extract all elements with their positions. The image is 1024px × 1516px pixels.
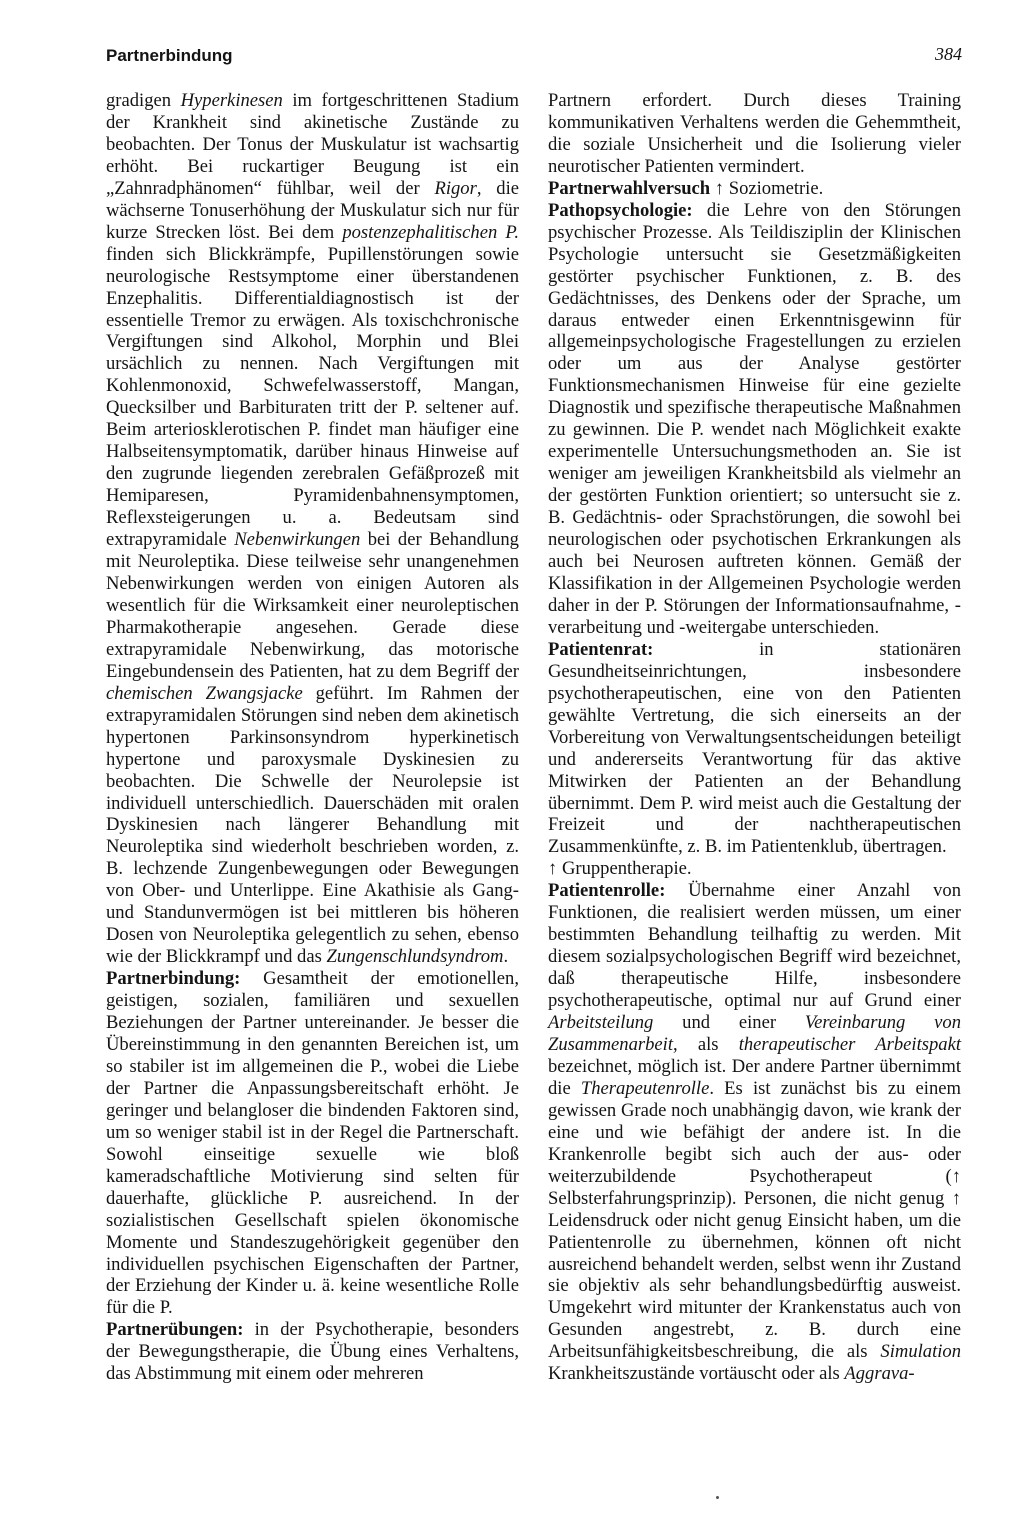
entry-text: gradigen: [106, 90, 181, 111]
entry-text: im fortgeschrittenen Stadium der Krankheit sind akinetische Zustände zu beobachten. Der Tonus der Muskulatur ist wachsartig erhöht. Bei ruckartiger Beugung ist ein „Zahnradphänomen“ fühlbar, weil der: [106, 90, 520, 199]
entry-text: ↑ Gruppentherapie.: [548, 858, 692, 880]
italic-text: Simulation: [880, 1341, 961, 1363]
italic-text: Arbeitsteilung: [548, 1012, 654, 1034]
entry-paragraph: [548, 178, 961, 200]
entry-text: die Lehre von den Störungen psychischer Prozesse. Als Teildisziplin der Klinischen Psychologie untersucht sie Gesetzmäßigkeiten gestörter psychischer Funktionen, z. B. des Gedächtnisses, des Denkens oder der Sprache, um daraus entweder einen Erkenntnisgewinn für allgemeinpsychologische Fragestellungen zu erzielen oder um aus der Analyse gestörter Funktionsmechanismen Hinweise für eine gezielte Diagnostik und spezifische therapeutische Maßnahmen zu gewinnen. Die P. wendet nach Möglichkeit exakte experimentelle Untersuchungsmethoden an. Sie ist weniger am jeweiligen Krankheitsbild als vielmehr an der gestörten Funktion orientiert; so untersucht sie z. B. Gedächtnis- oder Sprachstörungen, die sowohl bei neurologischen oder psychotischen Erkrankungen als auch bei Neurosen auftreten können. Gemäß der Klassifikation in der Allgemeinen Psychologie werden daher in der P. Störungen der Informationsaufnahme, -verarbeitung und -weitergabe unterschieden.: [548, 199, 961, 638]
print-speck: [716, 1496, 719, 1499]
italic-text: postenzephalitischen P.: [342, 221, 519, 243]
entry-text: bezeichnet, möglich ist. Der andere Partner übernimmt die: [548, 1055, 961, 1099]
italic-text: chemischen Zwangsjacke: [106, 682, 303, 704]
entry-text: finden sich Blickkrämpfe, Pupillenstörungen sowie neurologische Restsymptome einer überstandenen Enzephalitis. Differentialdiagnostisch ist der essentielle Tremor zu erwägen. Als toxischchronische Vergiftungen sind Alkohol, Morphin und Blei ursächlich zu nennen. Nach Vergiftungen mit Kohlenmonoxid, Schwefelwasserstoff, Mangan, Quecksilber und Barbituraten tritt der P. seltener auf. Beim arteriosklerotischen P. findet man häufiger eine Halbseitensymptomatik, darüber hinaus Hinweise auf den zugrunde liegenden zerebralen Gefäßprozeß mit Hemiparesen, Pyramidenbahnensymptomen, Reflexsteigerungen u. a. Bedeutsam sind extrapyramidale: [106, 243, 519, 551]
entry-text: Krankheitszustände vortäuscht oder als: [548, 1363, 845, 1385]
entry-text: geführt. Im Rahmen der extrapyramidalen Störungen sind neben dem akinetisch hypertonen Parkinsonsyndrom hyperkinetisch hypertone und paroxysmale Dyskinesien zu beobachten. Die Schwelle der Neurolepsie ist individuell unterschiedlich. Dauerschäden mit oralen Dyskinesien nach längerer Behandlung mit Neuroleptika sind wiederholt beschrieben worden, z. B. lechzende Zungenbewegungen oder Bewegungen von Ober- und Unterlippe. Eine Akathisie als Gang- und Standunvermögen ist bei mittleren bis höheren Dosen von Neuroleptika gelegentlich zu sehen, ebenso wie der Blickkrampf und das: [106, 682, 519, 968]
entry-text: und einer: [653, 1012, 805, 1034]
entry-text: bei der Behandlung mit Neuroleptika. Diese teilweise sehr unangenehmen Nebenwirkungen werden von einigen Autoren als wesentlich für die Wirksamkeit einer neuroleptischen Pharmakotherapie angesehen. Gerade diese extrapyramidale Nebenwirkung, das motorische Eingebundensein des Patienten, hat zu dem Begriff der: [106, 529, 519, 682]
entry-text: , als: [673, 1033, 739, 1055]
entry-paragraph: [106, 90, 519, 968]
italic-text: Aggrava-: [844, 1363, 915, 1385]
entry-term: Partnerwahlversuch: [548, 177, 711, 199]
entry-text: Partnern erfordert. Durch dieses Training kommunikativen Verhaltens werden die Gehemmtheit, die soziale Unsicherheit und die Isolierung vieler neurotischer Patienten vermindert.: [548, 90, 961, 177]
entry-paragraph: [548, 200, 961, 639]
italic-text: Hyperkinesen: [180, 90, 283, 111]
entry-text: .: [503, 946, 509, 968]
entry-text: , die wächserne Tonuserhöhung der Muskulatur sich nur für kurze Strecken löst. Bei dem: [106, 177, 519, 243]
entry-text: in der Psychotherapie, besonders der Bewegungstherapie, die Übung eines Verhaltens, das Abstimmung mit einem oder mehreren: [106, 1319, 519, 1385]
entry-term: Partnerübungen:: [106, 1319, 244, 1341]
italic-text: Zungenschlundsyndrom: [326, 946, 504, 968]
italic-text: Rigor: [434, 177, 477, 199]
entry-paragraph: [106, 968, 519, 1319]
left-column: [106, 90, 519, 1385]
italic-text: Therapeutenrolle: [580, 1077, 710, 1099]
entry-text: ↑ Soziometrie.: [710, 177, 824, 199]
entry-paragraph: [548, 858, 961, 880]
entry-text: Übernahme einer Anzahl von Funktionen, die realisiert werden müssen, um einer bestimmten Behandlung teilhaftig zu werden. Mit diesem sozialpsychologischen Begriff wird bezeichnet, daß therapeutische Hilfe, insbesondere psychotherapeutische, optimal nur auf Grund einer: [548, 880, 961, 1012]
italic-text: Vereinbarung von Zusammenarbeit: [548, 1012, 962, 1055]
entry-text: Gesamtheit der emotionellen, geistigen, sozialen, familiären und sexuellen Beziehungen der Partner untereinander. Je besser die Übereinstimmung in den genannten Bereichen ist, um so stabiler ist im allgemeinen die P., wobei die Liebe der Partner die Anpassungsbereitschaft erhöht. Je geringer und belangloser die bindenden Faktoren sind, um so weniger stabil ist in der Regel die Partnerschaft. Sowohl einseitige sexuelle wie bloß kameradschaftliche Motivierung sind selten für dauerhafte, glückliche P. ausreichend. In der sozialistischen Gesellschaft spielen ökonomische Momente und Standeszugehörigkeit gegenüber den individuellen psychischen Eigenschaften der Partner, der Erziehung der Kinder u. ä. keine wesentliche Rolle für die P.: [106, 968, 519, 1319]
entry-term: Pathopsychologie:: [548, 199, 693, 221]
entry-paragraph: [548, 90, 961, 178]
entry-text: in stationären Gesundheitseinrichtungen, insbesondere psychotherapeutischen, eine von den Patienten gewählte Vertretung, die sich einerseits an der Vorbereitung von Verwaltungsentscheidungen beteiligt und andererseits Verantwortung für das aktive Mitwirken der Patienten an der Behandlung übernimmt. Dem P. wird meist auch die Gestaltung der Freizeit und der nachtherapeutischen Zusammenkünfte, z. B. im Patientenklub, übertragen.: [548, 638, 961, 858]
italic-text: Nebenwirkungen: [234, 529, 361, 551]
right-column: [548, 90, 961, 1385]
entry-paragraph: [106, 1319, 519, 1385]
page-number: 384: [935, 44, 962, 64]
entry-paragraph: [548, 639, 961, 859]
entry-term: Partnerbindung:: [106, 968, 241, 990]
entry-term: Patientenrolle:: [548, 880, 666, 902]
italic-text: therapeutischer Arbeitspakt: [738, 1033, 961, 1055]
entry-term: Patientenrat:: [548, 638, 654, 660]
entry-paragraph: [548, 880, 961, 1385]
entry-text: . Es ist zunächst bis zu einem gewissen Grade noch unabhängig davon, wie krank der eine und wie befähigt der andere ist. In die Krankenrolle begibt sich auch der aus- oder weiterzubildende Psychotherapeut (↑ Selbsterfahrungsprinzip). Personen, die nicht genug ↑ Leidensdruck oder nicht genug Einsicht haben, um die Patientenrolle zu übernehmen, können oft nicht ausreichend behandelt werden, selbst wenn ihr Zustand sie objektiv als sehr behandlungsbedürftig ausweist. Umgekehrt wird mitunter der Krankenstatus auch von Gesunden angestrebt, z. B. durch eine Arbeitsunfähigkeitsbeschreibung, die als: [548, 1077, 961, 1363]
running-head: Partnerbindung: [106, 46, 233, 65]
